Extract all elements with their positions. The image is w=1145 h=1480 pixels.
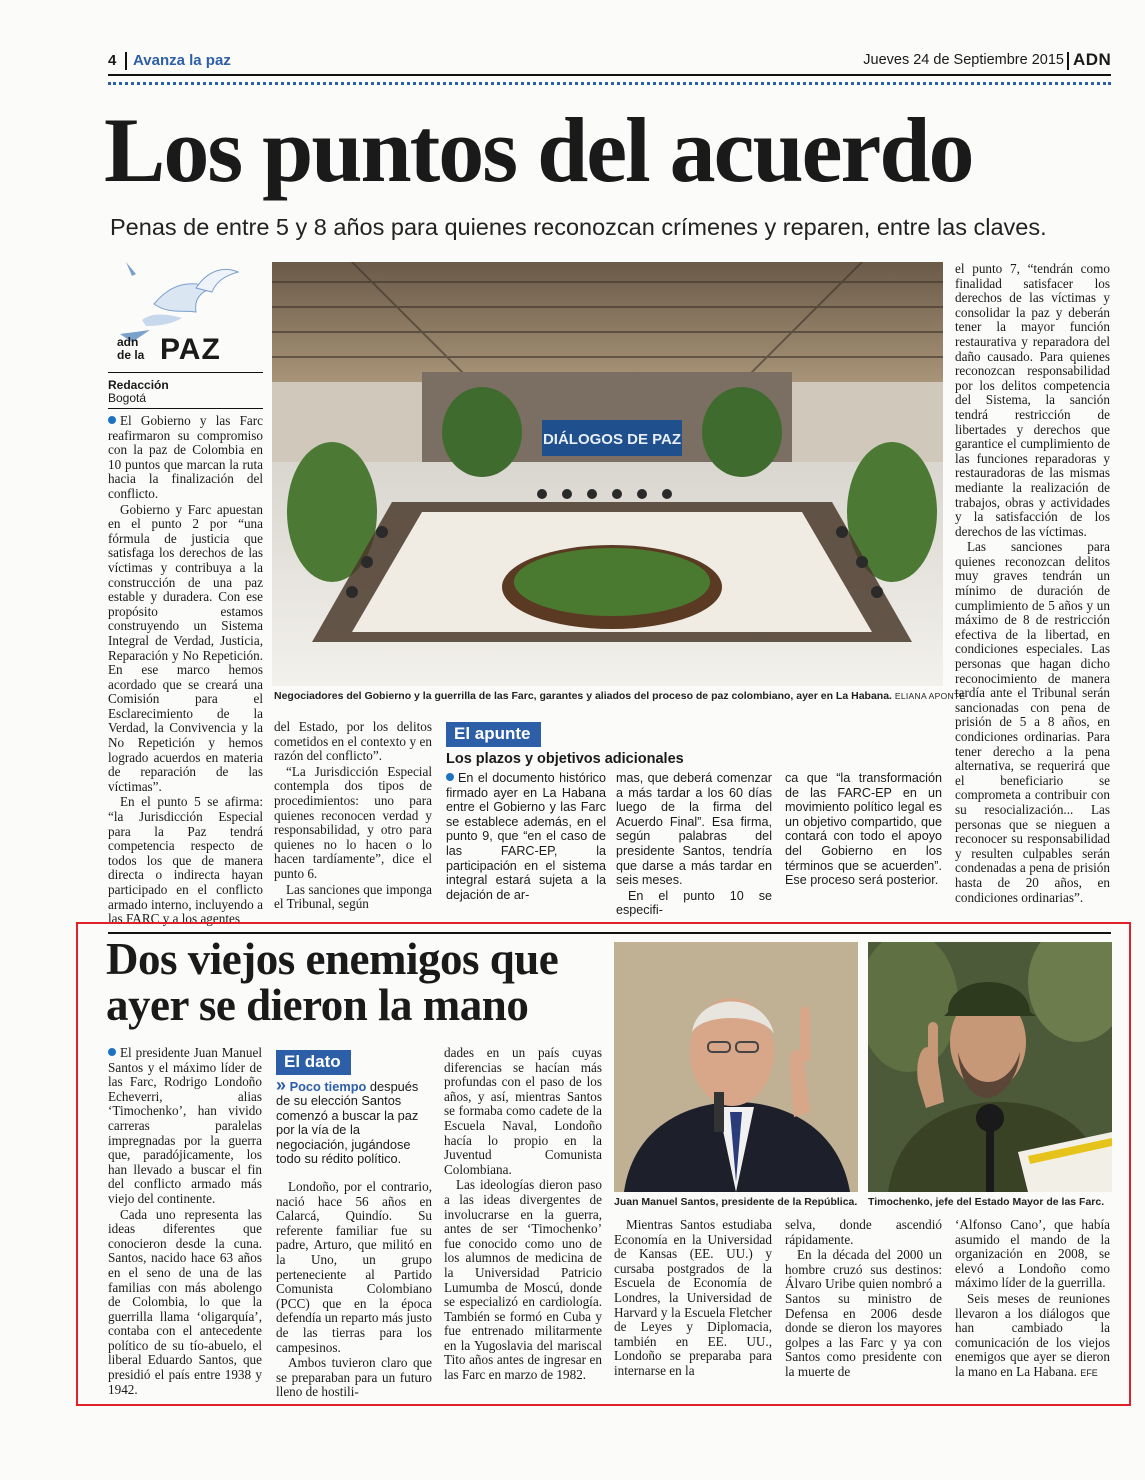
article-column-1 xyxy=(108,414,263,928)
apunte-text: En el documento histórico firmado ayer en La Habana entre el Gobierno y las Farc se establece además, en el punto 9, que “en el caso de las FARC-EP, la participación en el sistema integral estará sujeta a la dejación de ar- xyxy=(446,771,606,902)
story2-column-3 xyxy=(444,1046,602,1384)
apunte-title: Los plazos y objetivos adicionales xyxy=(446,751,684,767)
main-photo-caption xyxy=(274,690,966,702)
logo-paz-text: PAZ xyxy=(160,333,221,366)
story2-column-5 xyxy=(785,1218,942,1381)
page-headline: Los puntos del acuerdo xyxy=(104,99,973,201)
story2-text: Seis meses de reuniones llevaron a los diálogos que han cambiado la comunicación de los viejos enemigos que ayer se dieron la mano en La Habana. xyxy=(955,1290,1110,1379)
story2-column-6 xyxy=(955,1218,1110,1382)
story2-column-2 xyxy=(276,1180,432,1401)
byline-city: Bogotá xyxy=(108,391,147,405)
story2-text: Londoño, por el contrario, nació hace 56 años en Calarcá, Quindío. Su referente familiar fue su padre, Arturo, que militó en la Uno, un grupo perteneciente al Partido Comunista Colombiano (PCC) que en la época defendía un reparto más justo de las tierras para los campesinos. xyxy=(276,1179,433,1355)
apunte-column-2 xyxy=(616,771,772,919)
dato-text: después de su elección Santos comenzó a buscar la paz por la vía de la negociación, jugándose todo su rédito político. xyxy=(276,1079,419,1167)
page-subhead: Penas de entre 5 y 8 años para quienes reconozcan crímenes y reparen, entre las claves. xyxy=(110,214,1047,240)
article-column-2 xyxy=(274,720,432,913)
story2-credit: EFE xyxy=(1080,1367,1098,1378)
logo-dela-text: de la xyxy=(117,348,145,362)
byline-rule xyxy=(108,408,263,409)
right-paragraph: Las sanciones para quienes reconozcan delitos muy graves tendrán un mínimo de duración de cumplimiento de 5 años y un máximo de 8 de restricción efectiva de la libertad, en condiciones especiales. Las personas que hagan dicho reconocimiento de manera tardía ante el Tribunal serán sancionadas con pena de prisión de 5 a 8 años, en condiciones ordinarias. Para tener derecho a la pena alternativa, se requerirá que el beneficiario se comprometa a contribuir con su resocialización... Las personas que se nieguen a reconocer su responsabilidad y resulten culpables serán condenadas a pena de prisión hasta de 20 años, en condiciones ordinarias”. xyxy=(955,539,1110,905)
logo-adn-text: adn xyxy=(117,335,139,349)
main-photo-negotiations xyxy=(272,262,943,686)
photo-timochenko xyxy=(868,942,1112,1192)
caption-santos: Juan Manuel Santos, presidente de la República. xyxy=(614,1196,858,1208)
story2-column-1 xyxy=(108,1046,262,1398)
dato-bold: Poco tiempo xyxy=(289,1079,367,1094)
col2-paragraph: “La Jurisdicción Especial contempla dos tipos de procedimientos: uno para quienes reconocen verdad y responsabilidad, y otro para quienes no lo hacen o lo hacen tardíamente”, dice el punto 6. xyxy=(274,763,432,881)
header-rule xyxy=(108,74,1111,76)
header-dotted-rule xyxy=(108,82,1111,85)
byline-author: Redacción xyxy=(108,378,169,392)
header-divider xyxy=(1067,52,1069,70)
section-title: Avanza la paz xyxy=(133,52,231,69)
issue-date: Jueves 24 de Septiembre 2015 xyxy=(863,52,1064,68)
apunte-text: En el punto 10 se especifi- xyxy=(616,888,772,918)
logo-rule xyxy=(108,372,263,373)
story2-headline-line2: ayer se dieron la mano xyxy=(106,980,529,1030)
dato-tag: El dato xyxy=(276,1050,351,1075)
story2-text: Las ideologías dieron paso a las ideas divergentes de involucrarse en la guerra, antes de ser ‘Timochenko’ fue conocido como uno de los alumnos de medicina de la Universidad Patricio Lumumba de Moscú, donde se especializó en cardiología. También se formó en Cuba y fue entrenado militarmente en la Yugoslavia del mariscal Tito años antes de ingresar en las Farc en marzo de 1982. xyxy=(444,1177,602,1383)
apunte-text: ca que “la transformación de las FARC-EP en un movimiento político legal es un objetivo compartido, que contará con todo el apoyo del Gobierno en los términos que se acuerden”. Ese proceso será posterior. xyxy=(785,771,942,888)
bullet-icon xyxy=(446,773,454,781)
col1-paragraph: En el punto 5 se afirma: “la Jurisdicción Especial para la Paz tendrá competencia respecto de todos los que de manera directa o indirecta hayan participado en el conflicto armado interno, incluyendo a las FARC y a los agentes xyxy=(108,794,263,927)
photo-santos xyxy=(614,942,858,1192)
story2-text: Mientras Santos estudiaba Economía en la Universidad de Kansas (EE. UU.) y cursaba postgrados de la Escuela de Economía de Londres, la Universidad de Harvard y la Escuela Fletcher de Leyes y Diplomacia, también en EE. UU., Londoño se preparaba para internarse en la xyxy=(614,1217,772,1378)
col1-paragraph: El Gobierno y las Farc reafirmaron su compromiso con la paz de Colombia en 10 puntos que marcan la ruta hacia la finalización del conflicto. xyxy=(108,413,263,501)
apunte-tag: El apunte xyxy=(446,722,541,747)
story2-text: selva, donde ascendió rápidamente. xyxy=(785,1217,942,1247)
col2-paragraph: Las sanciones que imponga el Tribunal, según xyxy=(274,881,432,912)
apunte-column-3 xyxy=(785,771,942,889)
bullet-icon xyxy=(108,1048,116,1056)
caption-timochenko: Timochenko, jefe del Estado Mayor de las Farc. xyxy=(868,1196,1105,1208)
story2-column-4 xyxy=(614,1218,772,1380)
right-paragraph: el punto 7, “tendrán como finalidad satisfacer los derechos de las víctimas y consolidar la paz y deberán tener la mayor función restaurativa y reparadora del daño causado. Para quienes reconozcan responsabilidad por los delitos competencia del Sistema, la sanción tendrá restricción de libertades y derechos que garantice el cumplimiento de las funciones reparadoras y restauradoras de las mismas mediante la realización de trabajos, obras y actividades y la satisfacción de los derechos de las víctimas. xyxy=(955,261,1110,539)
double-chevron-icon: » xyxy=(276,1075,287,1095)
caption-text: Negociadores del Gobierno y la guerrilla de las Farc, garantes y aliados del proceso de paz colombiano, ayer en La Habana. xyxy=(274,690,892,702)
story2-text: El presidente Juan Manuel Santos y el máximo líder de las Farc, Rodrigo Londoño Echeverri, alias ‘Timochenko’, han vivido carreras paralelas impregnadas por la guerra que, paradójicamente, los han llevado a buscar el fin del conflicto armado más viejo del continente. xyxy=(108,1045,262,1206)
bullet-icon xyxy=(108,416,116,424)
main-photo-sign-text: DIÁLOGOS DE PAZ xyxy=(542,431,682,448)
page-number: 4 xyxy=(108,52,117,69)
col2-paragraph: del Estado, por los delitos cometidos en el contexto y en razón del conflicto”. xyxy=(274,719,432,764)
story2-text: dades en un país cuyas diferencias se hacían más profundas con el paso de los años, y así, mientras Santos se formaba como cadete de la Escuela Naval, Londoño hacía lo propio en la Juventud Comunista Colombiana. xyxy=(444,1045,602,1177)
story2-text: Cada uno representa las ideas diferentes que conocieron desde la cuna. Santos, nacido hace 63 años en el seno de una de las familias con más abolengo de Colombia, lo que la guerrilla llama ‘oligarquía’, contaba con el antecedente político de su tío-abuelo, el liberal Eduardo Santos, que presidió el país entre 1938 y 1942. xyxy=(108,1206,262,1397)
apunte-column-1 xyxy=(446,771,606,903)
apunte-text: mas, que deberá comenzar a más tardar a los 60 días luego de la firma del Acuerdo Final”. Esa firma, según palabras del presidente Santos, tendría que darse a más tardar en seis meses. xyxy=(616,771,772,888)
col1-paragraph: Gobierno y Farc apuestan en el punto 2 por “una fórmula de justicia que satisfaga los derechos de las víctimas y contribuya a la construcción de una paz estable y duradera. Con ese propósito estamos construyendo un Sistema Integral de Verdad, Justicia, Reparación y No Repetición. En ese marco hemos acordado que se creará una Comisión para el Esclarecimiento de la Verdad, la Convivencia y la No Repetición y hemos logrado acuerdos en materia de reparación de las víctimas”. xyxy=(108,501,263,794)
story2-text: En la década del 2000 un hombre cruzó sus destinos: Álvaro Uribe quien nombró a Santos su ministro de Defensa en 2006 desde donde se dieron los mayores golpes a las Farc y ya con Santos como presidente con la muerte de xyxy=(785,1247,942,1379)
story2-text: ‘Alfonso Cano’, que había asumido el mando de la organización en 2008, se elevó a Londoño como máximo líder de la guerrilla. xyxy=(955,1217,1110,1291)
story2-headline-line1: Dos viejos enemigos que xyxy=(106,934,559,984)
story2-text: Ambos tuvieron claro que se preparaban para un futuro lleno de hostili- xyxy=(276,1355,432,1400)
brand-logo: ADN xyxy=(1073,50,1112,69)
photo-credit: ELIANA APONTE xyxy=(894,691,966,701)
article-column-right xyxy=(955,262,1110,906)
dato-box xyxy=(276,1075,432,1167)
header-divider xyxy=(125,52,127,70)
